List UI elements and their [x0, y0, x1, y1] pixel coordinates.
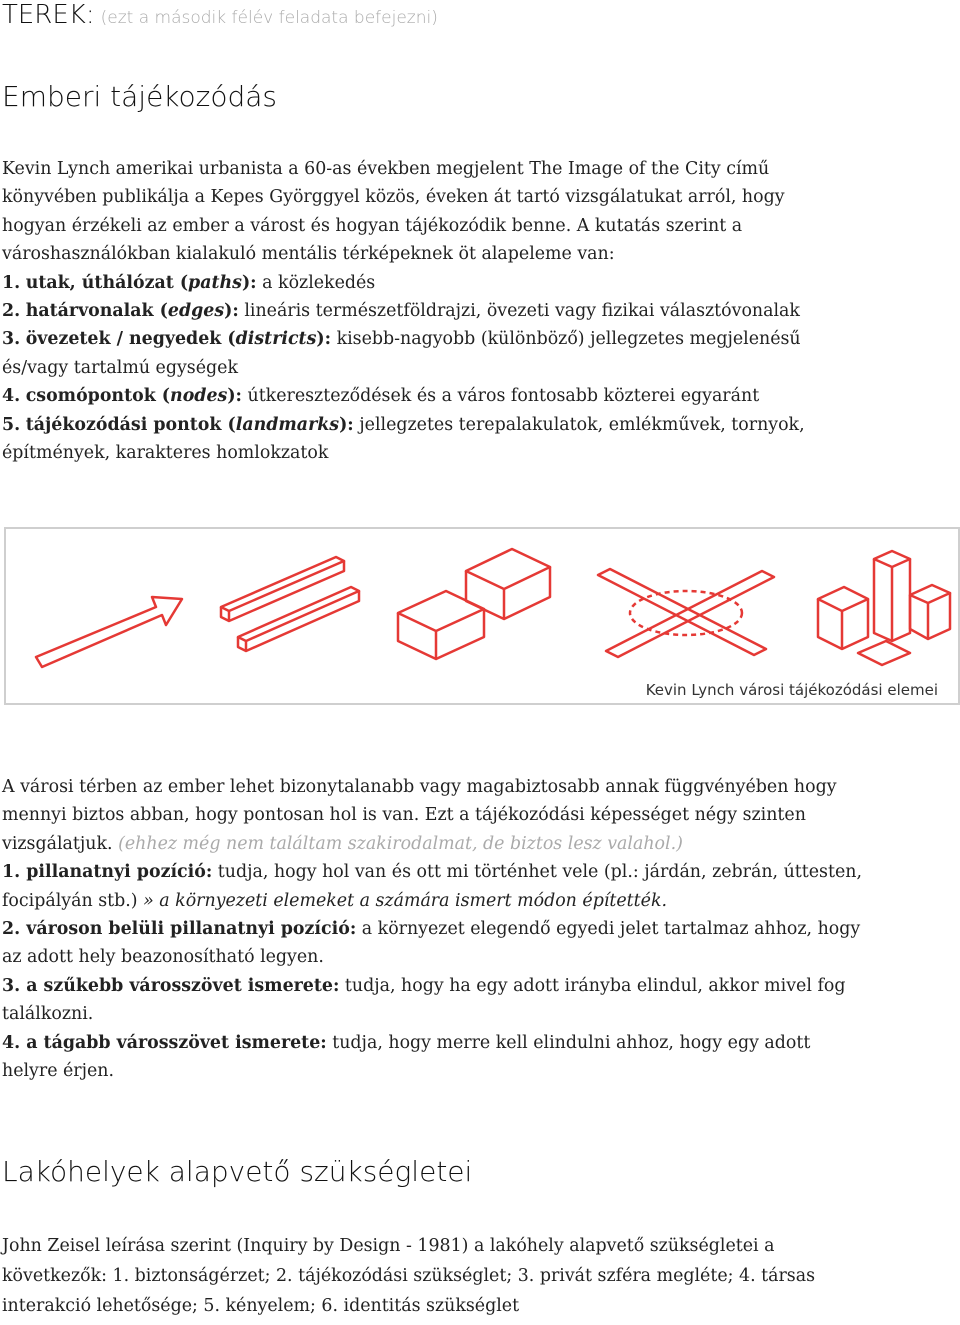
text-line: interakció lehetősége; 5. kényelem; 6. identitás szükséglet: [2, 1296, 520, 1316]
lynch-elements-figure: [4, 527, 960, 705]
text-line: vizsgálatjuk. (ehhez még nem találtam szakirodalmat, de biztos lesz valahol.): [2, 833, 683, 854]
level-item: 2. városon belüli pillanatnyi pozíció: a környezet elegendő egyedi jelet tartalmaz ahhoz, hogy: [2, 919, 861, 940]
section-heading-orientation: Emberi tájékozódás: [2, 80, 277, 113]
text-line: mennyi biztos abban, hogy pontosan hol is van. Ezt a tájékozódási képességet négy szinten: [2, 805, 806, 826]
level-item-continuation: helyre érjen.: [2, 1061, 115, 1082]
landmarks-icon: [818, 551, 950, 665]
lynch-illustration: [6, 529, 958, 703]
title-text: TEREK:: [2, 0, 95, 30]
level-item-continuation: focipályán stb.) » a környezeti elemeket a számára ismert módon építették.: [2, 890, 668, 911]
figure-caption: Kevin Lynch városi tájékozódási elemei: [645, 681, 938, 699]
text-line: John Zeisel leírása szerint (Inquiry by Design - 1981) a lakóhely alapvető szükségletei a: [2, 1236, 775, 1256]
intro-paragraph: [2, 155, 934, 467]
text-line: városhasználókban kialakuló mentális térképeknek öt alapeleme van:: [2, 244, 615, 265]
list-item-continuation: építmények, karakteres homlokzatok: [2, 443, 329, 464]
list-item: 5. tájékozódási pontok (landmarks): jellegzetes terepalakulatok, emlékművek, tornyok,: [2, 414, 805, 435]
level-item: 4. a tágabb városszövet ismerete: tudja, hogy merre kell elindulni ahhoz, hogy egy adott: [2, 1032, 811, 1053]
level-item-continuation: találkozni.: [2, 1004, 94, 1025]
text-line: A városi térben az ember lehet bizonytalanabb vagy magabiztosabb annak függvényében hogy: [2, 777, 837, 797]
level-item: 1. pillanatnyi pozíció: tudja, hogy hol van és ott mi történhet vele (pl.: járdán, zebrán, úttesten,: [2, 862, 862, 883]
list-item: 4. csomópontok (nodes): útkereszteződések és a város fontosabb közterei egyaránt: [2, 386, 760, 407]
text-line: Kevin Lynch amerikai urbanista a 60-as években megjelent The Image of the City című: [2, 159, 770, 179]
text-line: könyvében publikálja a Kepes Györggyel közös, éveken át tartó vizsgálatukat arról, hogy: [2, 187, 785, 208]
title-note: (ezt a második félév feladata befejezni): [100, 8, 438, 28]
text-line: következők: 1. biztonságérzet; 2. tájékozódási szükséglet; 3. privát szféra megléte; 4. társas: [2, 1266, 816, 1286]
edges-icon: [221, 557, 359, 651]
list-item: 1. utak, úthálózat (paths): a közlekedés: [2, 272, 376, 293]
level-item-continuation: az adott hely beazonosítható legyen.: [2, 947, 324, 968]
districts-icon: [398, 549, 550, 659]
list-item: 2. határvonalak (edges): lineáris természetföldrajzi, övezeti vagy fizikai választóvonalak: [2, 301, 800, 322]
text-line: hogyan érzékeli az ember a várost és hogyan tájékozódik benne. A kutatás szerint a: [2, 215, 743, 236]
level-item: 3. a szűkebb városszövet ismerete: tudja, hogy ha egy adott irányba elindul, akkor mivel fog: [2, 975, 846, 996]
author-note: (ehhez még nem találtam szakirodalmat, de biztos lesz valahol.): [118, 833, 683, 854]
section-heading-housing-needs: Lakóhelyek alapvető szükségletei: [2, 1155, 473, 1188]
path-arrow-icon: [36, 597, 182, 667]
page-title: [2, 0, 438, 30]
list-item-continuation: és/vagy tartalmú egységek: [2, 357, 238, 378]
nodes-icon: [598, 569, 774, 657]
orientation-levels-paragraph: [2, 773, 934, 1085]
list-item: 3. övezetek / negyedek (districts): kisebb-nagyobb (különböző) jellegzetes megjelenésű: [2, 329, 801, 350]
housing-needs-paragraph: [2, 1231, 934, 1321]
